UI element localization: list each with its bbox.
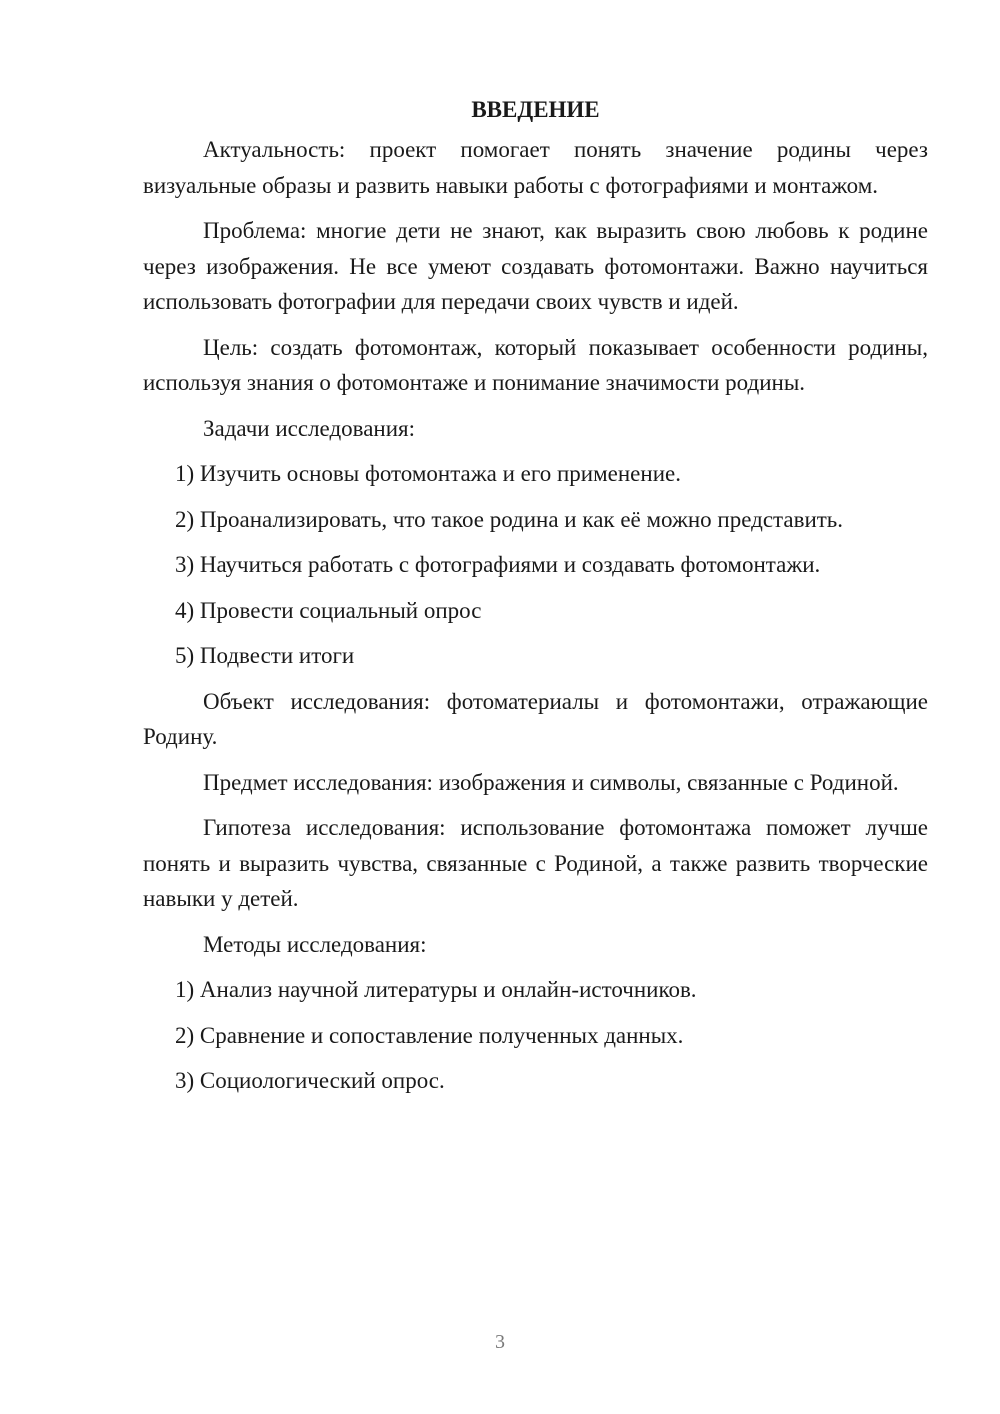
problem-paragraph: Проблема: многие дети не знают, как выразить свою любовь к родине через изображения. Не все умеют создавать фотомонтажи. Важно научиться использовать фотографии для передачи своих чувств и идей. xyxy=(143,218,928,314)
list-item: 2) Проанализировать, что такое родина и как её можно представить. xyxy=(175,506,844,532)
methods-heading: Методы исследования: xyxy=(203,931,427,957)
relevance-paragraph: Актуальность: проект помогает понять значение родины через визуальные образы и развить навыки работы с фотографиями и монтажом. xyxy=(143,137,928,198)
list-item: 3) Научиться работать с фотографиями и создавать фотомонтажи. xyxy=(175,552,821,577)
object-paragraph: Объект исследования: фотоматериалы и фотомонтажи, отражающие Родину. xyxy=(143,688,928,749)
list-item: 1) Анализ научной литературы и онлайн-источников. xyxy=(175,977,697,1002)
tasks-list xyxy=(143,456,928,674)
list-item: 4) Провести социальный опрос xyxy=(175,597,482,623)
page-number: 3 xyxy=(495,1331,505,1353)
list-item: 2) Сравнение и сопоставление полученных данных. xyxy=(175,1022,684,1048)
list-item: 3) Социологический опрос. xyxy=(175,1068,445,1093)
subject-paragraph: Предмет исследования: изображения и символы, связанные с Родиной. xyxy=(203,769,899,795)
list-item: 1) Изучить основы фотомонтажа и его применение. xyxy=(175,461,681,486)
tasks-heading: Задачи исследования: xyxy=(203,415,416,441)
methods-list xyxy=(143,972,928,1099)
hypothesis-paragraph: Гипотеза исследования: использование фотомонтажа поможет лучше понять и выразить чувства, связанные с Родиной, а также развить творческие навыки у детей. xyxy=(143,815,928,911)
list-item: 5) Подвести итоги xyxy=(175,643,355,668)
goal-paragraph: Цель: создать фотомонтаж, который показывает особенности родины, используя знания о фотомонтаже и понимание значимости родины. xyxy=(143,334,928,395)
page-title: ВВЕДЕНИЕ xyxy=(471,97,600,122)
document-page xyxy=(143,92,928,1109)
